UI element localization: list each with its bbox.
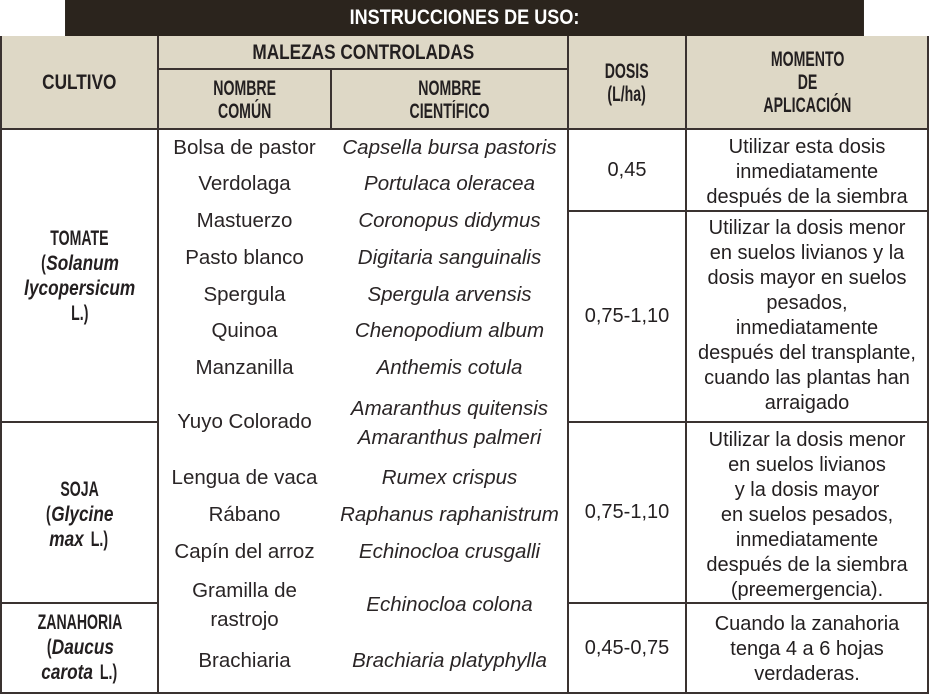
weed-common-name: rastrojo (210, 608, 279, 631)
grid-line (158, 68, 568, 70)
dosis-value: 0,75-1,10 (584, 501, 670, 523)
weed-scientific-name: Coronopus didymus (358, 209, 541, 232)
grid-line (0, 128, 929, 130)
weed-common-name: Verdolaga (198, 172, 291, 195)
momento-aplicacion: Utilizar la dosis menor en suelos livianos y la dosis mayor en suelos pesados, inmediatamente después del transplante, cuando las plantas han arraigado (698, 217, 916, 414)
momento-aplicacion: Utilizar esta dosis inmediatamente después de la siembra (706, 136, 908, 208)
weed-common-name: Capín del arroz (174, 540, 315, 563)
crop-soja: SOJA (Glycine max L.) (46, 478, 114, 551)
crop-zanahoria: ZANAHORIA (Daucus carota L.) (37, 611, 122, 684)
weed-scientific-name: Digitaria sanguinalis (357, 246, 542, 269)
weed-common-name: Mastuerzo (196, 209, 293, 232)
dosis-value: 0,45-0,75 (584, 636, 670, 659)
weed-common-name: Lengua de vaca (171, 466, 318, 489)
weed-scientific-name: Anthemis cotula (376, 356, 523, 379)
header-malezas-controladas: MALEZAS CONTROLADAS (252, 40, 474, 64)
weed-common-name: Bolsa de pastor (173, 136, 316, 159)
weed-scientific-name: Amaranthus quitensis (350, 397, 549, 420)
weed-common-name: Rábano (208, 503, 281, 526)
weed-scientific-name: Echinocloa colona (366, 593, 533, 616)
header-nombre-comun: NOMBRE COMÚN (213, 76, 276, 123)
header-cultivo: CULTIVO (41, 71, 117, 94)
weed-scientific-name: Portulaca oleracea (364, 172, 535, 195)
momento-aplicacion: Utilizar la dosis menor en suelos livianos y la dosis mayor en suelos pesados, inmediatamente después de la siembra (preemergencia). (706, 429, 908, 601)
weed-scientific-name: Spergula arvensis (367, 283, 532, 306)
grid-line (0, 602, 158, 604)
momento-aplicacion: Cuando la zanahoria tenga 4 a 6 hojas verdaderas. (714, 613, 900, 685)
weed-scientific-name: Amaranthus palmeri (357, 426, 542, 449)
crop-tomate: TOMATE (Solanum lycopersicum L.) (23, 227, 136, 325)
weed-scientific-name: Raphanus raphanistrum (340, 503, 559, 526)
weed-common-name: Pasto blanco (185, 246, 304, 269)
weed-common-name: Manzanilla (195, 356, 294, 379)
weed-scientific-name: Capsella bursa pastoris (342, 136, 557, 159)
weed-common-name: Brachiaria (198, 649, 291, 672)
dosis-value: 0,45 (607, 158, 647, 181)
grid-line (0, 421, 158, 423)
weed-scientific-name: Rumex crispus (381, 466, 518, 489)
weed-common-name: Yuyo Colorado (177, 410, 312, 433)
header-momento-aplicacion: MOMENTO DE APLICACIÓN (763, 48, 852, 117)
header-nombre-cientifico: NOMBRE CIENTÍFICO (409, 76, 490, 123)
table-title: INSTRUCCIONES DE USO: (65, 0, 864, 36)
grid-line (0, 692, 929, 694)
weed-scientific-name: Brachiaria platyphylla (352, 649, 547, 672)
weed-scientific-name: Echinocloa crusgalli (358, 540, 541, 563)
weed-common-name: Spergula (203, 283, 286, 306)
weed-scientific-name: Chenopodium album (354, 319, 545, 342)
weed-common-name: Quinoa (211, 319, 278, 342)
header-dosis: DOSIS (L/ha) (605, 59, 649, 106)
weed-common-name: Gramilla de (192, 579, 297, 602)
grid-line (0, 36, 2, 694)
grid-line (330, 68, 332, 130)
dosis-value: 0,75-1,10 (584, 305, 670, 327)
